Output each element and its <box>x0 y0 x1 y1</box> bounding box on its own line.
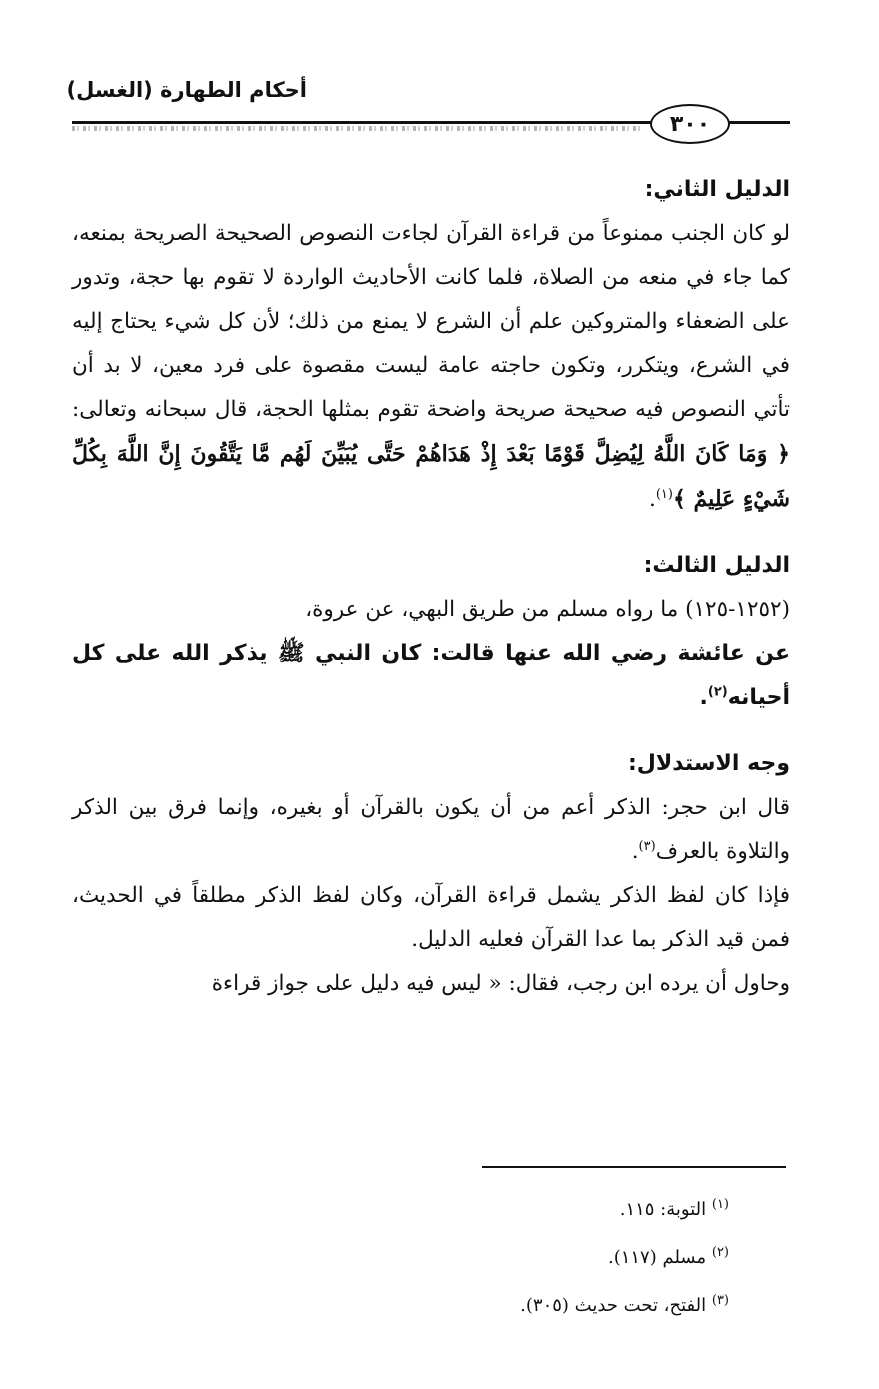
footnotes <box>229 1186 729 1330</box>
footnote-text: مسلم (١١٧). <box>607 1247 707 1268</box>
heading-third-evidence: الدليل الثالث: <box>643 553 790 578</box>
paragraph-ibn-rajab: وحاول أن يرده ابن رجب، فقال: « ليس فيه دليل على جواز قراءة <box>211 971 790 996</box>
footnote-item <box>229 1186 729 1234</box>
header-rule-texture <box>72 126 642 131</box>
page-header <box>0 0 879 140</box>
footnote-number: (١) <box>711 1197 729 1212</box>
footnote-number: (٢) <box>711 1245 729 1260</box>
running-title: أحكام الطهارة (الغسل) <box>66 78 307 102</box>
paragraph-dhikr: فإذا كان لفظ الذكر يشمل قراءة القرآن، وكان لفظ الذكر مطلقاً في الحديث، فمن قيد الذكر بما عدا القرآن فعليه الدليل. <box>72 883 790 952</box>
paragraph-ibn-hajar: قال ابن حجر: الذكر أعم من أن يكون بالقرآن أو بغيره، وإنما فرق بين الذكر والتلاوة بالعرف$^{(٣)}$. <box>72 795 790 864</box>
paragraph-second-evidence: لو كان الجنب ممنوعاً من قراءة القرآن لجاءت النصوص الصحيحة الصريحة بمنعه، كما جاء في منعه من الصلاة، فلما كانت الأحاديث الواردة لا تقوم بها حجة، وتدور على الضعفاء والمتروكين علم أن الشرع لا يمنع من ذلك؛ لأن كل شيء يحتاج إليه في الشرع، ويتكرر، وتكون حاجته عامة ليست مقصوة على فرد معين، لا بد أن تأتي النصوص فيه صحيحة صريحة واضحة تقوم بمثلها الحجة، قال سبحانه وتعالى: ﴿ وَمَا كَانَ اللَّهُ لِيُضِلَّ قَوْمًا بَعْدَ إِذْ هَدَاهُمْ حَتَّى يُبَيِّنَ لَهُم مَّا يَتَّقُونَ إِنَّ اللَّهَ بِكُلِّ شَيْءٍ عَلِيمٌ ﴾$^{(١)}$. <box>72 221 790 512</box>
footnote-item <box>229 1282 729 1330</box>
page-body <box>72 168 790 1006</box>
heading-second-evidence: الدليل الثاني: <box>644 177 790 202</box>
footnote-item <box>229 1234 729 1282</box>
hadith-text: عن عائشة رضي الله عنها قالت: كان النبي ﷺ يذكر الله على كل أحيانه$^{(٢)}$. <box>72 641 790 710</box>
footnote-number: (٣) <box>711 1293 729 1308</box>
heading-inference: وجه الاستدلال: <box>627 751 790 776</box>
hadith-chain: (١٢٥٢-١٢٥) ما رواه مسلم من طريق البهي، عن عروة، <box>305 597 790 622</box>
quran-verse: ﴿ وَمَا كَانَ اللَّهُ لِيُضِلَّ قَوْمًا بَعْدَ إِذْ هَدَاهُمْ حَتَّى يُبَيِّنَ لَهُم مَّا يَتَّقُونَ إِنَّ اللَّهَ بِكُلِّ شَيْءٍ عَلِيمٌ ﴾ <box>72 441 790 512</box>
page-number: ٣٠٠ <box>650 104 730 144</box>
footnote-text: التوبة: ١١٥. <box>619 1199 707 1220</box>
footnote-marker-2: (٢) <box>707 684 728 700</box>
footnote-marker-3: (٣) <box>638 838 656 854</box>
paragraph-text: لو كان الجنب ممنوعاً من قراءة القرآن لجاءت النصوص الصحيحة الصريحة بمنعه، كما جاء في منعه من الصلاة، فلما كانت الأحاديث الواردة لا تقوم بها حجة، وتدور على الضعفاء والمتروكين علم أن الشرع لا يمنع من ذلك؛ لأن كل شيء يحتاج إليه في الشرع، ويتكرر، وتكون حاجته عامة ليست مقصوة على فرد معين، لا بد أن تأتي النصوص فيه صحيحة صريحة واضحة تقوم بمثلها الحجة، قال سبحانه وتعالى: <box>72 221 790 422</box>
footnote-text: الفتح، تحت حديث (٣٠٥). <box>520 1295 707 1316</box>
paragraph-text: قال ابن حجر: الذكر أعم من أن يكون بالقرآن أو بغيره، وإنما فرق بين الذكر والتلاوة بالعرف <box>72 795 790 864</box>
footnote-separator <box>482 1166 786 1168</box>
hadith-body: عن عائشة رضي الله عنها قالت: كان النبي ﷺ يذكر الله على كل أحيانه <box>72 641 790 710</box>
footnote-marker-1: (١) <box>655 486 673 502</box>
